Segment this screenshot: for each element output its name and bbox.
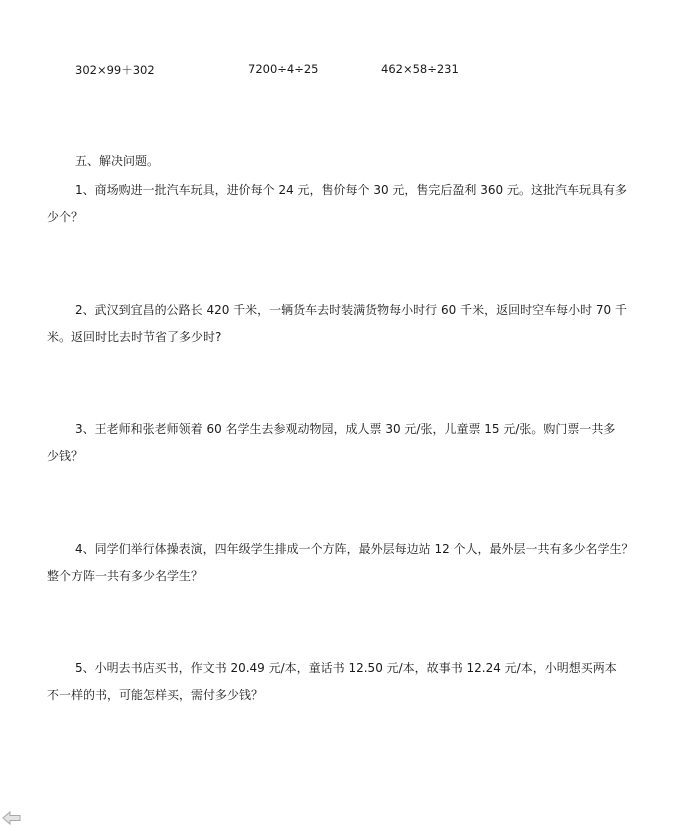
problem-2	[47, 297, 659, 351]
problem-5-line-1: 5、小明去书店买书，作文书 20.49 元/本，童话书 12.50 元/本，故事书 12.24 元/本，小明想买两本	[75, 661, 617, 675]
calculation-row	[75, 62, 635, 80]
calculation-1: 302×99＋302	[75, 63, 155, 77]
problem-5	[47, 655, 659, 709]
problem-1-line-2: 少个？	[47, 210, 84, 224]
problem-4-line-1: 4、同学们举行体操表演，四年级学生排成一个方阵，最外层每边站 12 个人，最外层一共有多少名学生？	[75, 542, 634, 556]
calculation-3: 462×58÷231	[381, 62, 459, 76]
problem-4	[47, 536, 659, 590]
problem-2-line-1: 2、武汉到宜昌的公路长 420 千米，一辆货车去时装满货物每小时行 60 千米，返回时空车每小时 70 千	[75, 303, 627, 317]
problem-3-line-1: 3、王老师和张老师领着 60 名学生去参观动物园，成人票 30 元/张，儿童票 15 元/张。购门票一共多	[75, 422, 616, 436]
section-title: 五、解决问题。	[75, 154, 160, 168]
back-arrow-icon[interactable]	[2, 810, 22, 826]
problem-5-line-2: 不一样的书，可能怎样买，需付多少钱？	[47, 688, 264, 702]
problem-3-line-2: 少钱？	[47, 449, 84, 463]
problem-1	[47, 177, 659, 231]
problem-2-line-2: 米。返回时比去时节省了多少时?	[47, 330, 222, 344]
problem-4-line-2: 整个方阵一共有多少名学生？	[47, 569, 204, 583]
problem-1-line-1: 1、商场购进一批汽车玩具，进价每个 24 元，售价每个 30 元，售完后盈利 360 元。这批汽车玩具有多	[75, 183, 627, 197]
calculation-2: 7200÷4÷25	[248, 62, 319, 76]
problem-3	[47, 416, 659, 470]
